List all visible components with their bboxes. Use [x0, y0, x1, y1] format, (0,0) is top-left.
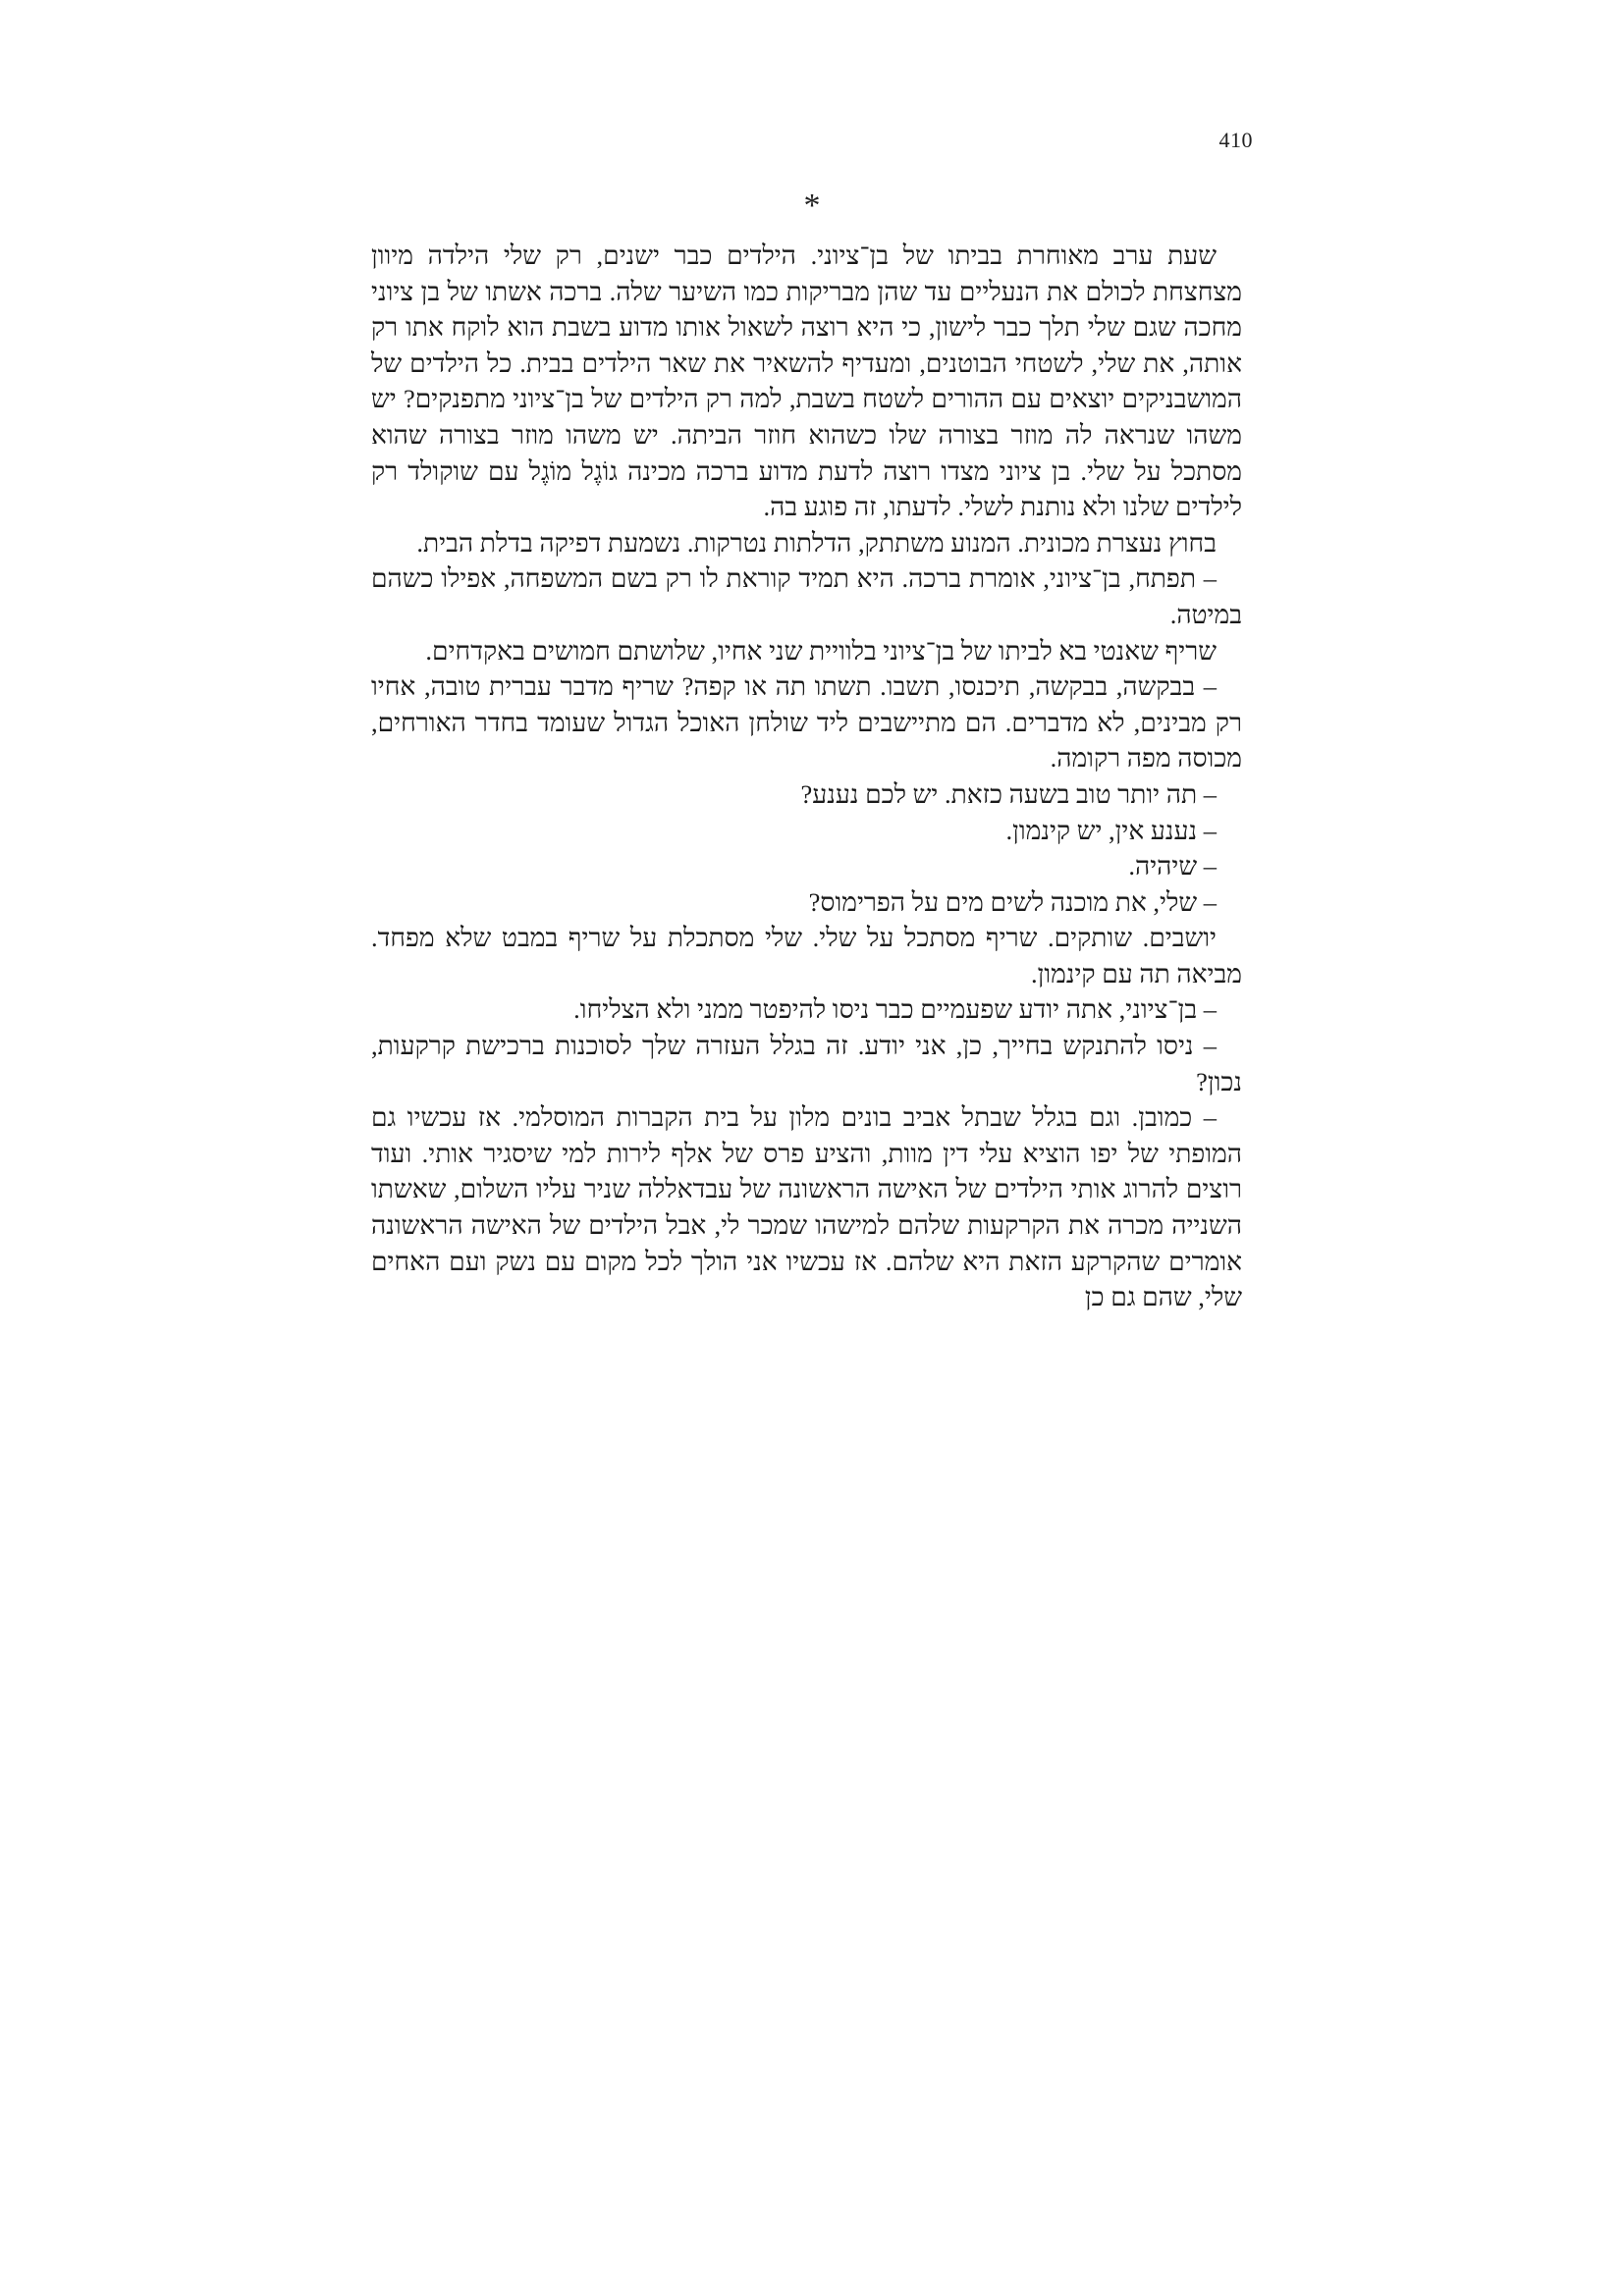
paragraph: יושבים. שותקים. שריף מסתכל על שלי. שלי מסתכלת על שריף במבט שלא מפחד. מביאה תה עם קינמון.: [371, 923, 1242, 988]
dialogue-line: – נענע אין, יש קינמון.: [1005, 815, 1217, 845]
body-text: [371, 238, 1242, 1315]
paragraph: – כמובן. וגם בגלל שבתל אביב בונים מלון על בית הקברות המוסלמי. אז עכשיו גם המופתי של יפו הוציא עלי דין מוות, והציע פרס של אלף לירות למי שיסגיר אותי. ועוד רוצים להרוג אותי הילדים של האישה הראשונה של עבדאללה שניר עליו השלום, שאשתו השנייה מכרה את הקרקעות שלהם למישהו שמכר לי, אבל הילדים של האישה הראשונה אומרים שהקרקע הזאת היא שלהם. אז עכשיו אני הולך לכל מקום עם נשק ועם האחים שלי, שהם גם כן: [371, 1102, 1242, 1312]
paragraph: – בבקשה, בבקשה, תיכנסו, תשבו. תשתו תה או קפה? שריף מדבר עברית טובה, אחיו רק מבינים, לא מדברים. הם מתיישבים ליד שולחן האוכל הגדול שעומד בחדר האורחים, מכוסה מפה רקומה.: [371, 671, 1242, 774]
paragraph: – תפתח, בן־ציוני, אומרת ברכה. היא תמיד קוראת לו רק בשם המשפחה, אפילו כשהם במיטה.: [371, 563, 1242, 629]
paragraph: – ניסו להתנקש בחייך, כן, אני יודע. זה בגלל העזרה שלך לסוכנות ברכישת קרקעות, נכון?: [371, 1031, 1242, 1096]
dialogue-line: – שלי, את מוכנה לשים מים על הפרימוס?: [808, 886, 1217, 917]
dialogue-line: – תה יותר טוב בשעה כזאת. יש לכם נענע?: [800, 778, 1217, 809]
page-number: 410: [1218, 128, 1253, 152]
dialogue-line: – שיהיה.: [1128, 851, 1217, 881]
dialogue-line: – בן־ציוני, אתה יודע שפעמיים כבר ניסו להיפטר ממני ולא הצליחו.: [573, 994, 1217, 1025]
section-break-asterisk: *: [803, 187, 821, 224]
paragraph: שעת ערב מאוחרת בביתו של בן־ציוני. הילדים כבר ישנים, רק שלי הילדה מיוון מצחצחת לכולם את הנעליים עד שהן מבריקות כמו השיער שלה. ברכה אשתו של בן ציוני מחכה שגם שלי תלך כבר לישון, כי היא רוצה לשאול אותו מדוע בשבת הוא לוקח אתו רק אותה, את שלי, לשטחי הבוטנים, ומעדיף להשאיר את שאר הילדים בבית. כל הילדים של המושבניקים יוצאים עם ההורים לשטח בשבת, למה רק הילדים של בן־ציוני מתפנקים? יש משהו שנראה לה מוזר בצורה שלו כשהוא חוזר הביתה. יש משהו מוזר בצורה שהוא מסתכל על שלי. בן ציוני מצדו רוצה לדעת מדוע ברכה מכינה גוֹגֶל מוֹגֶל עם שוקולד רק לילדים שלנו ולא נותנת לשלי. לדעתו, זה פוגע בה.: [371, 240, 1242, 522]
paragraph: שריף שאנטי בא לביתו של בן־ציוני בלוויית שני אחיו, שלושתם חמושים באקדחים.: [425, 635, 1217, 666]
paragraph: בחוץ נעצרת מכונית. המנוע משתתק, הדלתות נטרקות. נשמעת דפיקה בדלת הבית.: [416, 527, 1217, 558]
